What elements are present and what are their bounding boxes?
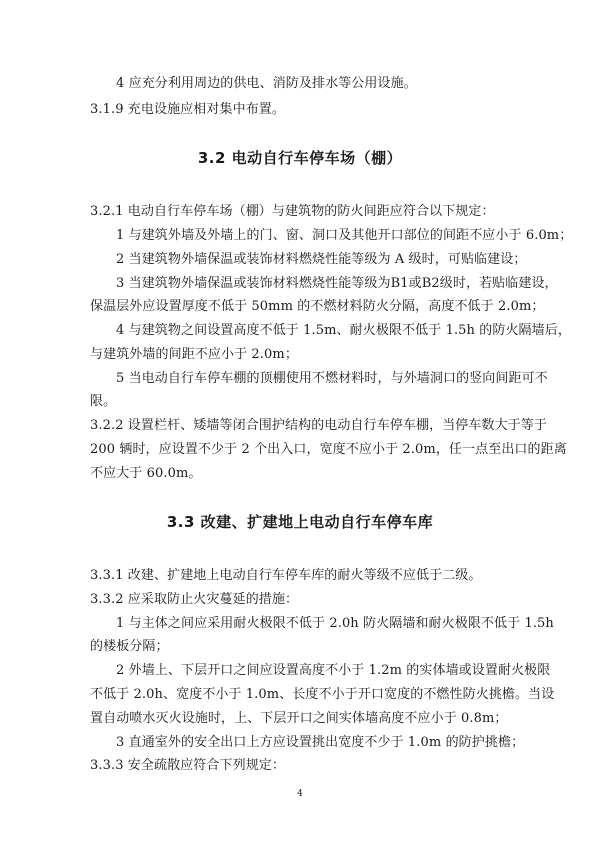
clause-3-3-2: 3.3.2 应采取防止火灾蔓延的措施：	[90, 592, 299, 607]
clause-3-1-9: 3.1.9 充电设施应相对集中布置。	[90, 102, 286, 117]
list-item: 3 当建筑物外墙保温或装饰材料燃烧性能等级为B1或B2级时，若贴临建设，	[116, 276, 558, 291]
list-item-continuation: 的楼板分隔；	[90, 639, 169, 654]
list-item-continuation: 与建筑外墙的间距不应小于 2.0m；	[90, 347, 298, 362]
list-item: 2 外墙上、下层开口之间应设置高度不小于 1.2m 的实体墙或设置耐火极限	[116, 663, 551, 678]
list-item-continuation: 不低于 2.0h、宽度不小于 1.0m、长度不小于开口宽度的不燃性防火挑檐。当设	[90, 687, 555, 702]
list-item: 4 与建筑物之间设置高度不低于 1.5m、耐火极限不低于 1.5h 的防火隔墙后，	[116, 323, 571, 338]
list-item: 1 与主体之间应采用耐火极限不低于 2.0h 防火隔墙和耐火极限不低于 1.5h	[116, 616, 554, 631]
list-item: 5 当电动自行车停车棚的顶棚使用不燃材料时，与外墙洞口的竖向间距可不	[116, 371, 548, 386]
page-number: 4	[297, 789, 303, 799]
list-item: 3 直通室外的安全出口上方应设置挑出宽度不少于 1.0m 的防护挑檐；	[116, 735, 525, 750]
list-item: 4 应充分利用周边的供电、消防及排水等公用设施。	[116, 76, 417, 91]
clause-3-3-3: 3.3.3 安全疏散应符合下列规定：	[90, 758, 286, 773]
section-heading-3-2: 3.2 电动自行车停车场（棚）	[197, 149, 403, 167]
list-item-continuation: 置自动喷水灭火设施时，上、下层开口之间实体墙高度不应小于 0.8m；	[90, 711, 508, 726]
list-item: 2 当建筑物外墙保温或装饰材料燃烧性能等级为 A 级时，可贴临建设；	[116, 252, 527, 267]
clause-3-2-2: 3.2.2 设置栏杆、矮墙等闭合围护结构的电动自行车停车棚，当停车数大于等于	[90, 418, 548, 433]
list-item-continuation: 保温层外应设置厚度不低于 50mm 的不燃材料防火分隔，高度不低于 2.0m；	[90, 299, 545, 314]
clause-3-2-1: 3.2.1 电动自行车停车场（棚）与建筑物的防火间距应符合以下规定：	[90, 204, 495, 219]
clause-continuation: 不应大于 60.0m。	[90, 466, 202, 481]
list-item-continuation: 限。	[90, 394, 117, 409]
list-item: 1 与建筑外墙及外墙上的门、窗、洞口及其他开口部位的间距不应小于 6.0m；	[116, 228, 573, 243]
clause-continuation: 200 辆时，应设置不少于 2 个出入口，宽度不应小于 2.0m，任一点至出口的距离	[90, 442, 567, 457]
clause-3-3-1: 3.3.1 改建、扩建地上电动自行车停车库的耐火等级不应低于二级。	[90, 568, 482, 583]
section-heading-3-3: 3.3 改建、扩建地上电动自行车停车库	[166, 513, 434, 531]
